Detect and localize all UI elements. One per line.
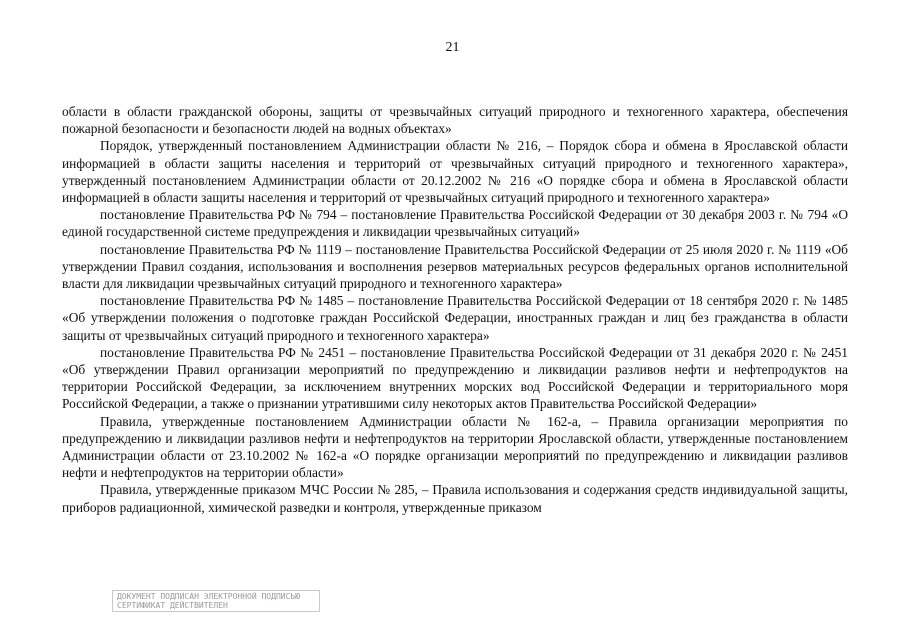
paragraph-continuation: области в области гражданской обороны, защиты от чрезвычайных ситуаций природного и техногенного характера, обеспечения пожарной безопасности и безопасности людей на водных объектах»	[62, 104, 848, 137]
page-number: 21	[445, 40, 460, 55]
paragraph-definition-1119: постановление Правительства РФ № 1119 – постановление Правительства Российской Федерации от 25 июля 2020 г. № 1119 «Об утверждении Правил создания, использования и восполнения резервов материальных ресурсов федеральных органов исполнительной власти для ликвидации чрезвычайных ситуаций природного и техногенного характера»	[62, 241, 848, 292]
stamp-line: СЕРТИФИКАТ ДЕЙСТВИТЕЛЕН	[117, 601, 228, 610]
paragraph-definition-794: постановление Правительства РФ № 794 – постановление Правительства Российской Федерации от 30 декабря 2003 г. № 794 «О единой государственной системе предупреждения и ликвидации чрезвычайных ситуаций»	[62, 207, 848, 240]
paragraph-definition-162a: Правила, утвержденные постановлением Администрации области № 162-а, – Правила организации мероприятия по предупреждению и ликвидации разливов нефти и нефтепродуктов на территории Ярославской области, утвержденные постановлением Администрации области от 23.10.2002 № 162-а «О порядке организации мероприятий по предупреждению и ликвидации разливов нефти и нефтепродуктов на территории области»	[62, 413, 848, 481]
stamp-line: ДОКУМЕНТ ПОДПИСАН ЭЛЕКТРОННОЙ ПОДПИСЬЮ	[117, 592, 301, 601]
paragraph-definition-1485: постановление Правительства РФ № 1485 – постановление Правительства Российской Федерации от 18 сентября 2020 г. № 1485 «Об утверждении положения о подготовке граждан Российской Федерации, иностранных граждан и лиц без гражданства в области защиты от чрезвычайных ситуаций природного и техногенного характера»	[62, 293, 848, 343]
document-body	[62, 103, 848, 516]
paragraph-definition-285: Правила, утвержденные приказом МЧС России № 285, – Правила использования и содержания средств индивидуальной защиты, приборов радиационной, химической разведки и контроля, утвержденные приказом	[62, 482, 848, 515]
paragraph-definition-216: Порядок, утвержденный постановлением Администрации области № 216, – Порядок сбора и обмена в Ярославской области информацией в области защиты населения и территорий от чрезвычайных ситуаций природного и техногенного характера», утвержденный постановлением Администрации области от 20.12.2002 № 216 «О порядке сбора и обмена в Ярославской области информацией в области защиты населения и территорий от чрезвычайных ситуаций природного и техногенного характера»	[62, 138, 848, 206]
electronic-signature-stamp	[112, 590, 320, 612]
paragraph-definition-2451: постановление Правительства РФ № 2451 – постановление Правительства Российской Федерации от 31 декабря 2020 г. № 2451 «Об утверждении Правил организации мероприятий по предупреждению и ликвидации разливов нефти и нефтепродуктов на территории Российской Федерации, за исключением внутренних морских вод Российской Федерации и территориального моря Российской Федерации, а также о признании утратившими силу некоторых актов Правительства Российской Федерации»	[62, 344, 848, 412]
